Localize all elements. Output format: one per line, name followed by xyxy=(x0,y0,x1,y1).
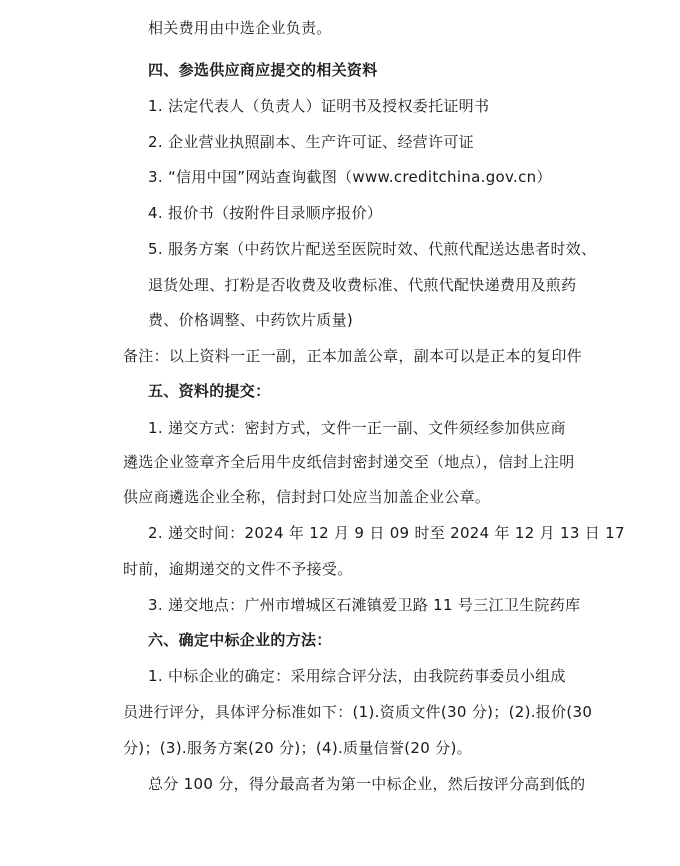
text-line: 总分 100 分，得分最高者为第一中标企业，然后按评分高到低的 xyxy=(148,775,586,793)
page-bottom-margin xyxy=(0,830,680,866)
section-heading: 五、资料的提交： xyxy=(148,382,271,400)
list-item: 2. 企业营业执照副本、生产许可证、经营许可证 xyxy=(148,133,474,151)
list-item: 2. 递交时间：2024 年 12 月 9 日 09 时至 2024 年 12 月 13 日 17 xyxy=(148,524,625,542)
text-line: 分)；(3).服务方案(20 分)；(4).质量信誉(20 分)。 xyxy=(123,739,472,757)
list-item: 3. 递交地点：广州市增城区石滩镇爱卫路 11 号三江卫生院药库 xyxy=(148,596,581,614)
text-line: 遴选企业签章齐全后用牛皮纸信封密封递交至（地点），信封上注明 xyxy=(123,453,575,471)
list-item: 1. 中标企业的确定：采用综合评分法，由我院药事委员小组成 xyxy=(148,667,566,685)
list-item: 1. 递交方式：密封方式，文件一正一副、文件须经参加供应商 xyxy=(148,419,566,437)
text-line: 相关费用由中选企业负责。 xyxy=(148,19,332,37)
section-heading: 六、确定中标企业的方法： xyxy=(148,631,332,649)
list-item: 4. 报价书（按附件目录顺序报价） xyxy=(148,204,383,222)
list-item: 3. “信用中国”网站查询截图（www.creditchina.gov.cn） xyxy=(148,168,552,186)
list-item: 5. 服务方案（中药饮片配送至医院时效、代煎代配送达患者时效、 xyxy=(148,240,597,258)
list-item: 1. 法定代表人（负责人）证明书及授权委托证明书 xyxy=(148,97,490,115)
text-line: 供应商遴选企业全称，信封封口处应当加盖企业公章。 xyxy=(123,488,491,506)
text-line: 时前，逾期递交的文件不予接受。 xyxy=(123,560,353,578)
section-heading: 四、参选供应商应提交的相关资料 xyxy=(148,61,378,79)
text-line: 员进行评分，具体评分标准如下：(1).资质文件(30 分)；(2).报价(30 xyxy=(123,703,593,721)
text-line: 退货处理、打粉是否收费及收费标准、代煎代配快递费用及煎药 xyxy=(148,276,577,294)
text-line: 费、价格调整、中药饮片质量) xyxy=(148,311,354,329)
note-line: 备注：以上资料一正一副，正本加盖公章，副本可以是正本的复印件 xyxy=(123,347,583,365)
